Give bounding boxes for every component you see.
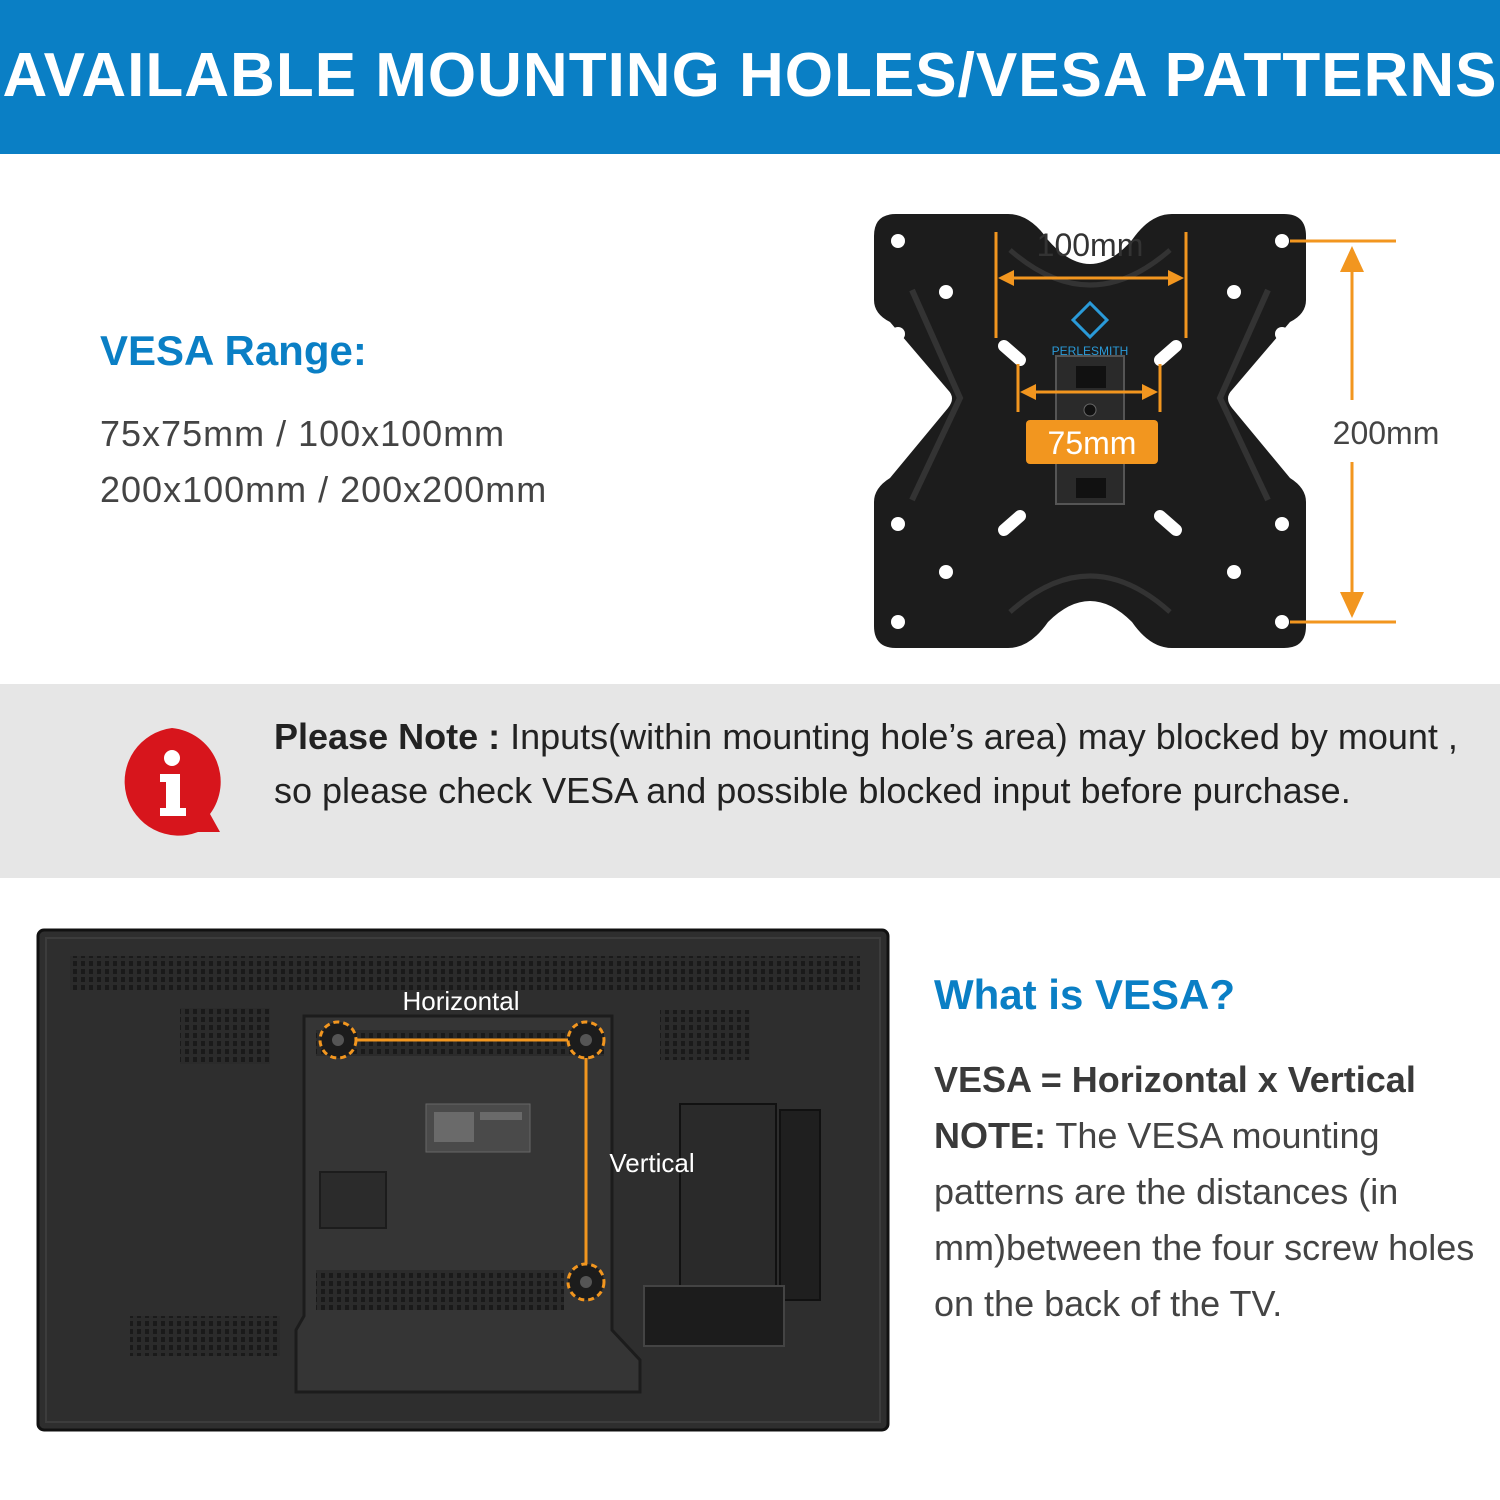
vertical-label: Vertical: [609, 1148, 695, 1178]
vesa-note-body: The VESA mounting patterns are the distances (in mm)between the four screw holes on the back of the TV.: [934, 1115, 1475, 1324]
info-icon: [112, 722, 232, 838]
vesa-range-line-1: 75x75mm / 100x100mm: [100, 413, 506, 454]
vesa-range-line-2: 200x100mm / 200x200mm: [100, 469, 548, 510]
vesa-range-heading: VESA Range:: [100, 327, 367, 374]
banner-title: AVAILABLE MOUNTING HOLES/VESA PATTERNS: [2, 41, 1498, 110]
what-is-vesa-text: [934, 1052, 1490, 1332]
dim-200-label: 200mm: [1332, 415, 1440, 451]
dim-75-label: 75mm: [1047, 425, 1137, 461]
what-is-vesa-heading: What is VESA?: [934, 971, 1236, 1018]
note-body: Inputs(within mounting hole’s area) may blocked by mount , so please check VESA and possible blocked input before purchase.: [274, 716, 1458, 811]
tv-back-illustration: [36, 928, 892, 1434]
note-text: [274, 710, 1474, 818]
note-label: Please Note :: [274, 716, 501, 757]
horizontal-label: Horizontal: [402, 986, 520, 1016]
brand-text: PERLESMITH: [1051, 344, 1129, 358]
dim-100-label: 100mm: [1036, 227, 1144, 263]
vesa-formula: VESA = Horizontal x Vertical: [934, 1059, 1416, 1100]
bracket-illustration: [850, 190, 1470, 670]
vesa-note-label: NOTE:: [934, 1115, 1046, 1156]
header-banner: [0, 0, 1500, 154]
